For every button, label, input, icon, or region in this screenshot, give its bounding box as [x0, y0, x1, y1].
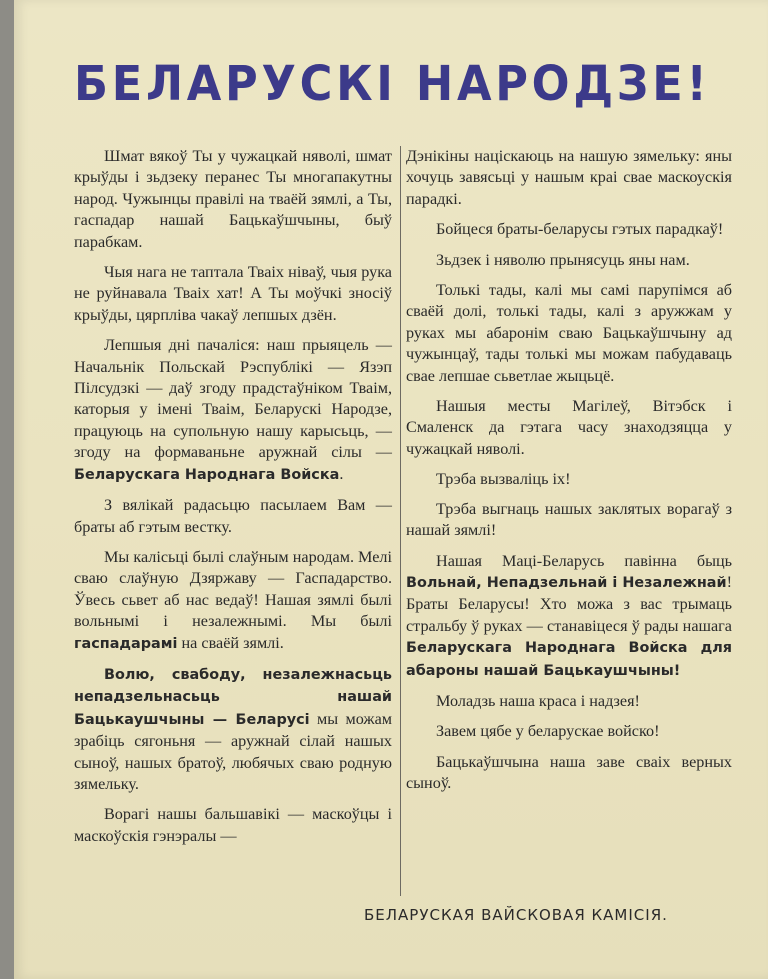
leaflet-sheet — [14, 0, 768, 979]
paragraph-2: Чыя нага не таптала Тваіх ніваў, чыя рука не руйнавала Тваіх хат! А Ты моўчкі зносіў крыўды, цярпліва чакаў лепшых дзён. — [74, 263, 392, 324]
left-column — [74, 146, 392, 856]
column-divider — [400, 146, 401, 896]
paragraph-3-text: Лепшыя дні пачаліся: наш прыяцель — Начальнік Польскай Рэспублікі — Язэп Пілсудзкі — даў згоду прадстаўніком Тваім, каторыя у імені Тваім, Беларускі Народзе, працуюць на супольную нашу карысьць, — згоду на формаваньне аружнай сілы — — [74, 336, 392, 462]
paragraph-14-bold-1: Вольнай, Непадзельнай і Незалежнай — [406, 574, 727, 591]
paragraph-4: З вялікай радасьцю пасылаем Вам — браты аб гэтым вестку. — [74, 496, 392, 536]
paragraph-13: Трэба выгнаць нашых заклятых ворагаў з нашай зямлі! — [406, 499, 732, 540]
paragraph-9: Зьдзек і няволю прынясуць яны нам. — [436, 250, 690, 269]
paragraph-11: Нашыя месты Магілеў, Вітэбск і Смаленск да гэтага часу знаходзяцца у чужацкай няволі. — [406, 397, 732, 458]
paragraph-1: Шмат вякоў Ты у чужацкай няволі, шмат крыўды і зьдзеку перанес Ты многапакутны народ. Чужынцы правілі на тваёй зямлі, а Ты, гаспадар нашай Бацькаўшчыны, быў парабкам. — [74, 147, 392, 251]
paragraph-8: Бойцеся браты-беларусы гэтых парадкаў! — [436, 220, 724, 239]
paragraph-14-text-b: ! Браты Беларусы! Хто можа з вас трымаць стральбу ў руках — станавіцеся ў рады нашага — [406, 572, 732, 635]
paragraph-16: Завем цябе у беларускае войско! — [436, 722, 660, 741]
paragraph-7: Ворагі нашы бальшавікі — маскоўцы і маскоўскія гэнэралы — — [74, 805, 392, 845]
paragraph-15: Моладзь наша краса і надзея! — [436, 691, 640, 710]
paragraph-5-text: Мы калісьці былі слаўным народам. Мелі сваю слаўную Дзяржаву — Гаспадарство. Ўвесь сьвет аб нас ведаў! Нашая зямлі былі вольнымі і незалежнымі. Мы былі — [74, 547, 392, 631]
paragraph-14 — [406, 551, 732, 682]
paragraph-5-end: на сваёй зямлі. — [177, 633, 284, 652]
paragraph-6-text: мы можам зрабіць сягоньня — аружнай сілай нашых сыноў, нашых братоў, любячых сваю родную зямельку. — [74, 709, 392, 793]
paragraph-3-end: . — [339, 464, 344, 483]
paragraph-12: Трэба вызваліць іх! — [436, 470, 571, 489]
paragraph-3-bold: Беларускага Народнага Войска — [74, 466, 340, 483]
signature: БЕЛАРУСКАЯ ВАЙСКОВАЯ КАМІСІЯ. — [364, 906, 668, 924]
paragraph-17: Бацькаўшчына наша заве сваіх верных сыноў. — [406, 752, 732, 793]
paragraph-14-bold-2: Беларускага Народнага Войска для абароны нашай Бацькаушчыны! — [406, 640, 732, 679]
paragraph-5-bold: гаспадарамі — [74, 635, 178, 652]
paragraph-10: Толькі тады, калі мы самі парупімся аб сваёй долі, толькі тады, калі з аружжам у руках мы абаронім сваю Бацькаўшчыну ад чужынцаў, тады толькі мы можам пабудаваць свае лепшае сьветлае жыцьцё. — [406, 281, 732, 385]
paragraph-6 — [74, 664, 392, 795]
paragraph-3 — [74, 335, 392, 486]
leaflet-title: БЕЛАРУСКІ НАРОДЗЕ! — [74, 56, 711, 112]
right-column — [406, 146, 732, 804]
paragraph-6-bold: Волю, свабоду, незалежнасьць непадзельнасьць нашай Бацькаушчыны — Беларусі — [74, 666, 392, 728]
paragraph-5 — [74, 547, 392, 655]
paragraph-7-continued: Дэнікіны націскаюць на нашую зямельку: яны хочуць завясьці у нашым краі свае маскоускія парадкі. — [406, 147, 732, 208]
paragraph-14-text-a: Нашая Маці-Беларусь павінна быць — [436, 551, 732, 570]
